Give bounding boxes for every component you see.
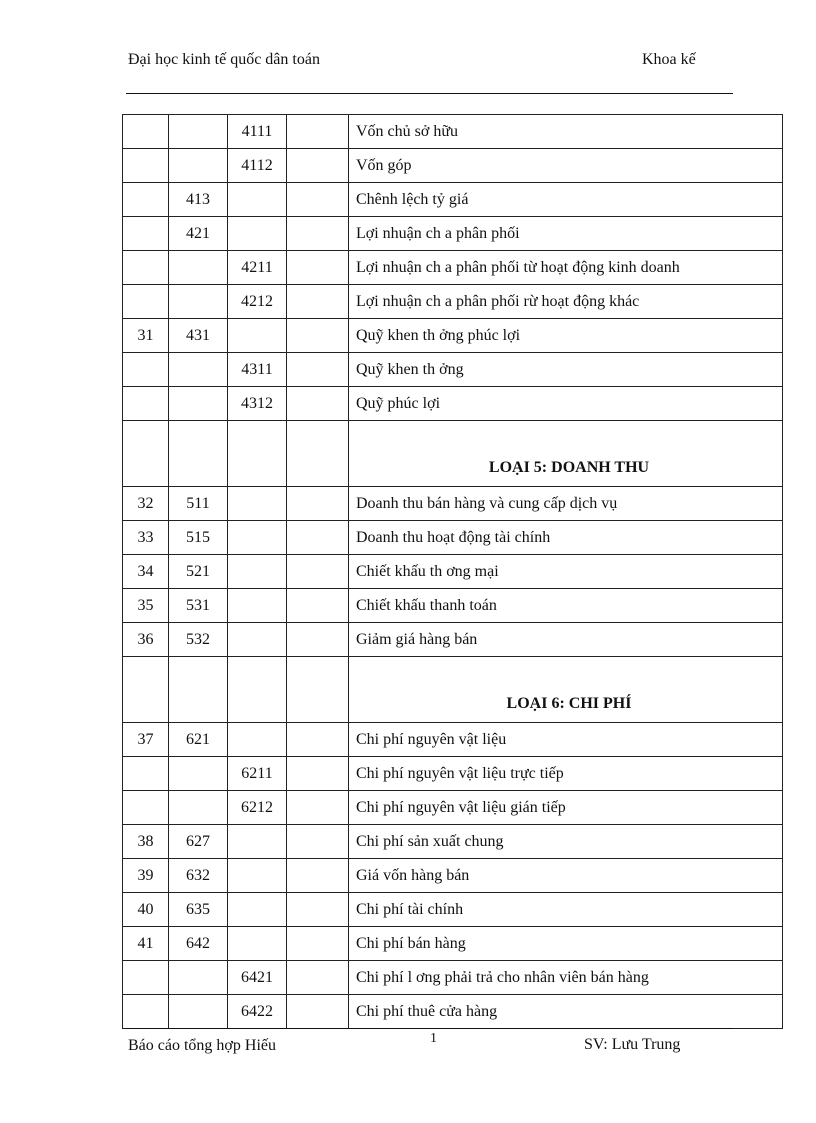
stt-cell: 35 <box>123 589 169 623</box>
account-level1-cell <box>169 657 228 723</box>
header-divider <box>126 93 733 94</box>
table-row <box>123 251 783 285</box>
stt-cell <box>123 421 169 487</box>
account-level2-cell <box>228 421 287 487</box>
stt-cell <box>123 791 169 825</box>
account-name-cell: Chi phí sản xuất chung <box>349 825 783 859</box>
table-row <box>123 623 783 657</box>
stt-cell <box>123 961 169 995</box>
stt-cell <box>123 285 169 319</box>
account-level1-cell: 642 <box>169 927 228 961</box>
table-row <box>123 555 783 589</box>
account-level1-cell <box>169 421 228 487</box>
header-university: Đại học kinh tế quốc dân toán <box>128 51 320 68</box>
account-level1-cell <box>169 791 228 825</box>
empty-cell <box>287 421 349 487</box>
section-heading-row <box>123 421 783 487</box>
account-name-cell: Giá vốn hàng bán <box>349 859 783 893</box>
account-level1-cell <box>169 285 228 319</box>
account-level1-cell: 621 <box>169 723 228 757</box>
account-level2-cell: 6422 <box>228 995 287 1029</box>
empty-cell <box>287 555 349 589</box>
account-level1-cell <box>169 251 228 285</box>
account-level1-cell <box>169 757 228 791</box>
stt-cell: 36 <box>123 623 169 657</box>
empty-cell <box>287 251 349 285</box>
account-name-cell: Chi phí l ơng phải trả cho nhân viên bán hàng <box>349 961 783 995</box>
empty-cell <box>287 995 349 1029</box>
stt-cell <box>123 657 169 723</box>
table-row <box>123 115 783 149</box>
stt-cell <box>123 149 169 183</box>
table-row <box>123 487 783 521</box>
table-row <box>123 825 783 859</box>
account-level2-cell: 4311 <box>228 353 287 387</box>
empty-cell <box>287 825 349 859</box>
account-level2-cell <box>228 589 287 623</box>
account-level1-cell: 421 <box>169 217 228 251</box>
account-level1-cell: 515 <box>169 521 228 555</box>
account-level1-cell <box>169 995 228 1029</box>
account-name-cell: Chi phí thuê cửa hàng <box>349 995 783 1029</box>
stt-cell: 41 <box>123 927 169 961</box>
empty-cell <box>287 859 349 893</box>
table-row <box>123 319 783 353</box>
stt-cell <box>123 183 169 217</box>
stt-cell <box>123 115 169 149</box>
stt-cell <box>123 387 169 421</box>
account-name-cell: Lợi nhuận ch a phân phối từ hoạt động kinh doanh <box>349 251 783 285</box>
account-name-cell: Vốn góp <box>349 149 783 183</box>
account-level2-cell <box>228 859 287 893</box>
account-name-cell: Lợi nhuận ch a phân phối rừ hoạt động khác <box>349 285 783 319</box>
account-name-cell: Doanh thu bán hàng và cung cấp dịch vụ <box>349 487 783 521</box>
account-name-cell: Lợi nhuận ch a phân phối <box>349 217 783 251</box>
account-level1-cell: 521 <box>169 555 228 589</box>
empty-cell <box>287 723 349 757</box>
account-level2-cell: 4112 <box>228 149 287 183</box>
account-level1-cell <box>169 353 228 387</box>
account-name-cell: Chiết khấu th ơng mại <box>349 555 783 589</box>
account-name-cell: Chi phí nguyên vật liệu <box>349 723 783 757</box>
empty-cell <box>287 115 349 149</box>
stt-cell: 38 <box>123 825 169 859</box>
stt-cell <box>123 353 169 387</box>
account-level2-cell <box>228 487 287 521</box>
table-body <box>123 115 783 1029</box>
empty-cell <box>287 487 349 521</box>
table-row <box>123 183 783 217</box>
footer-divider <box>126 1028 733 1029</box>
table-row <box>123 589 783 623</box>
account-name-cell: Doanh thu hoạt động tài chính <box>349 521 783 555</box>
account-level2-cell <box>228 657 287 723</box>
stt-cell: 32 <box>123 487 169 521</box>
account-level2-cell <box>228 927 287 961</box>
account-level2-cell <box>228 319 287 353</box>
table-row <box>123 217 783 251</box>
table-row <box>123 387 783 421</box>
stt-cell <box>123 217 169 251</box>
account-level1-cell <box>169 387 228 421</box>
account-level1-cell <box>169 961 228 995</box>
account-name-cell: Vốn chủ sở hữu <box>349 115 783 149</box>
empty-cell <box>287 657 349 723</box>
account-level2-cell <box>228 723 287 757</box>
table-row <box>123 859 783 893</box>
account-level2-cell <box>228 825 287 859</box>
stt-cell: 37 <box>123 723 169 757</box>
empty-cell <box>287 149 349 183</box>
account-level2-cell <box>228 893 287 927</box>
footer-student: SV: Lưu Trung <box>584 1036 681 1053</box>
account-level2-cell <box>228 623 287 657</box>
header-faculty: Khoa kế <box>642 51 696 68</box>
empty-cell <box>287 893 349 927</box>
empty-cell <box>287 183 349 217</box>
empty-cell <box>287 623 349 657</box>
account-level1-cell <box>169 115 228 149</box>
empty-cell <box>287 319 349 353</box>
chart-of-accounts-table <box>122 114 783 1029</box>
account-level2-cell <box>228 183 287 217</box>
account-level1-cell: 413 <box>169 183 228 217</box>
account-level2-cell: 4211 <box>228 251 287 285</box>
empty-cell <box>287 353 349 387</box>
table-row <box>123 521 783 555</box>
account-name-cell: Giảm giá hàng bán <box>349 623 783 657</box>
account-level2-cell: 4212 <box>228 285 287 319</box>
account-level1-cell: 635 <box>169 893 228 927</box>
footer-report-title: Báo cáo tổng hợp Hiếu <box>128 1037 276 1054</box>
account-level2-cell: 6421 <box>228 961 287 995</box>
empty-cell <box>287 757 349 791</box>
section-title-cell: LOẠI 6: CHI PHÍ <box>349 657 783 723</box>
account-level1-cell: 531 <box>169 589 228 623</box>
account-level2-cell: 4312 <box>228 387 287 421</box>
table-row <box>123 791 783 825</box>
table-row <box>123 961 783 995</box>
account-level1-cell: 532 <box>169 623 228 657</box>
stt-cell: 39 <box>123 859 169 893</box>
account-name-cell: Chi phí tài chính <box>349 893 783 927</box>
account-name-cell: Chênh lệch tỷ giá <box>349 183 783 217</box>
table-row <box>123 149 783 183</box>
account-level2-cell: 6212 <box>228 791 287 825</box>
account-name-cell: Quỹ phúc lợi <box>349 387 783 421</box>
table-row <box>123 757 783 791</box>
stt-cell: 31 <box>123 319 169 353</box>
empty-cell <box>287 285 349 319</box>
account-level1-cell: 511 <box>169 487 228 521</box>
table-row <box>123 995 783 1029</box>
account-name-cell: Chi phí bán hàng <box>349 927 783 961</box>
stt-cell: 33 <box>123 521 169 555</box>
account-level1-cell: 431 <box>169 319 228 353</box>
account-name-cell: Quỹ khen th ởng <box>349 353 783 387</box>
page-number: 1 <box>430 1031 437 1046</box>
stt-cell: 40 <box>123 893 169 927</box>
account-level2-cell <box>228 217 287 251</box>
account-name-cell: Chi phí nguyên vật liệu trực tiếp <box>349 757 783 791</box>
stt-cell <box>123 995 169 1029</box>
table-row <box>123 285 783 319</box>
empty-cell <box>287 927 349 961</box>
account-level2-cell <box>228 521 287 555</box>
section-title-cell: LOẠI 5: DOANH THU <box>349 421 783 487</box>
stt-cell <box>123 757 169 791</box>
table-row <box>123 927 783 961</box>
empty-cell <box>287 791 349 825</box>
table-row <box>123 353 783 387</box>
table-row <box>123 723 783 757</box>
account-level1-cell: 632 <box>169 859 228 893</box>
section-heading-row <box>123 657 783 723</box>
account-level2-cell: 6211 <box>228 757 287 791</box>
account-level2-cell: 4111 <box>228 115 287 149</box>
account-level2-cell <box>228 555 287 589</box>
empty-cell <box>287 217 349 251</box>
account-level1-cell <box>169 149 228 183</box>
table-row <box>123 893 783 927</box>
account-name-cell: Quỹ khen th ởng phúc lợi <box>349 319 783 353</box>
empty-cell <box>287 521 349 555</box>
empty-cell <box>287 589 349 623</box>
account-name-cell: Chiết khấu thanh toán <box>349 589 783 623</box>
account-level1-cell: 627 <box>169 825 228 859</box>
stt-cell: 34 <box>123 555 169 589</box>
stt-cell <box>123 251 169 285</box>
empty-cell <box>287 961 349 995</box>
account-name-cell: Chi phí nguyên vật liệu gián tiếp <box>349 791 783 825</box>
empty-cell <box>287 387 349 421</box>
